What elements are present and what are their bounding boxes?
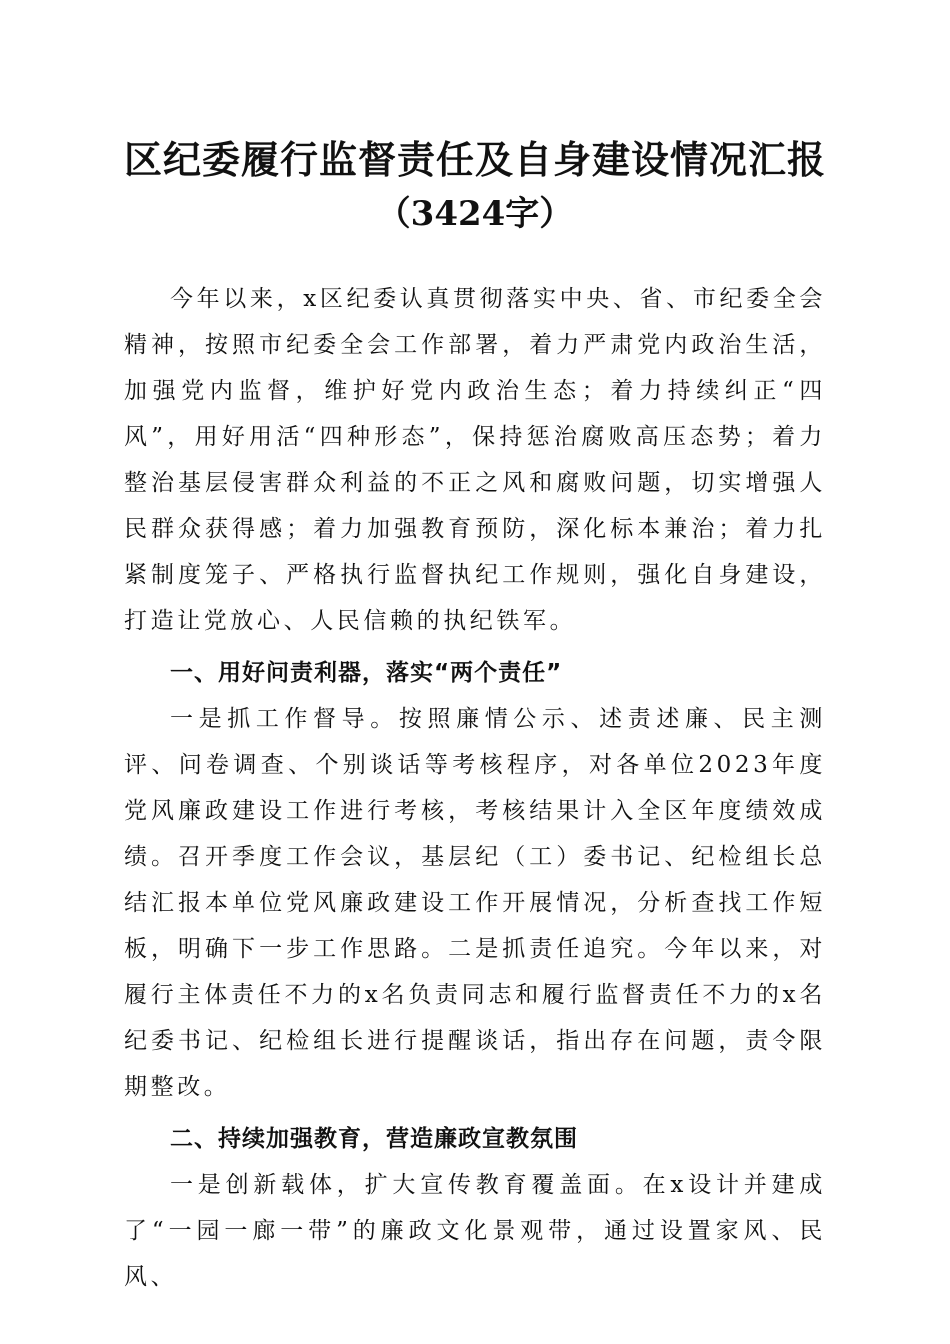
intro-paragraph: 今年以来，x区纪委认真贯彻落实中央、省、市纪委全会精神，按照市纪委全会工作部署，着力严肃党内政治生活，加强党内监督，维护好党内政治生态；着力持续纠正“四风”，用好用活“四种形态”，保持惩治腐败高压态势；着力整治基层侵害群众利益的不正之风和腐败问题，切实增强人民群众获得感；着力加强教育预防，深化标本兼治；着力扎紧制度笼子、严格执行监督执纪工作规则，强化自身建设，打造让党放心、人民信赖的执纪铁军。 (124, 286, 826, 634)
title-block (0, 136, 950, 238)
section-heading-2: 二、持续加强教育，营造廉政宣教氛围 (170, 1126, 578, 1152)
section-paragraph-1: 一是抓工作督导。按照廉情公示、述责述廉、民主测评、问卷调查、个别谈话等考核程序，对各单位2023年度党风廉政建设工作进行考核，考核结果计入全区年度绩效成绩。召开季度工作会议，基层纪（工）委书记、纪检组长总结汇报本单位党风廉政建设工作开展情况，分析查找工作短板，明确下一步工作思路。二是抓责任追究。今年以来，对履行主体责任不力的x名负责同志和履行监督责任不力的x名纪委书记、纪检组长进行提醒谈话，指出存在问题，责令限期整改。 (124, 706, 826, 1100)
document-body (124, 276, 826, 1300)
section-heading-1: 一、用好问责利器，落实“两个责任” (170, 660, 563, 686)
document-title: 区纪委履行监督责任及自身建设情况汇报 (123, 137, 826, 182)
document-subtitle: （3424字） (376, 194, 574, 234)
section-paragraph-2: 一是创新载体，扩大宣传教育覆盖面。在x设计并建成了“一园一廊一带”的廉政文化景观带，通过设置家风、民风、 (124, 1172, 826, 1290)
